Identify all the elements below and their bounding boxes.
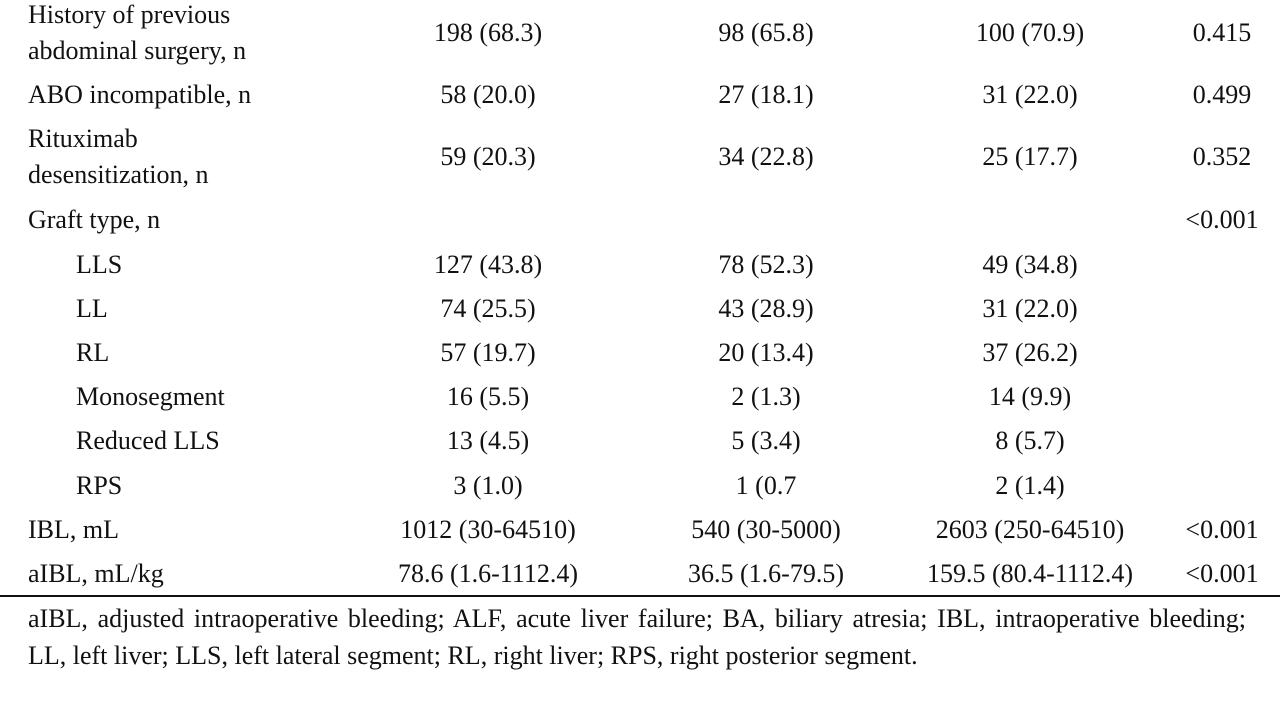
row-label-line: History of previous: [28, 0, 231, 29]
value-cell: 2 (1.4): [995, 471, 1065, 500]
value-cell: 34 (22.8): [718, 142, 814, 171]
table-bottom-rule: [0, 595, 1280, 597]
row-label: LLS: [76, 250, 123, 279]
value-cell: 2 (1.3): [731, 382, 801, 411]
row-label: IBL, mL: [28, 515, 119, 544]
value-cell: 13 (4.5): [446, 426, 530, 455]
value-cell: 57 (19.7): [440, 338, 536, 367]
row-label: Graft type, n: [28, 205, 161, 234]
row-label: Reduced LLS: [76, 426, 220, 455]
value-cell: 1 (0.7: [735, 471, 797, 500]
row-label: [28, 0, 246, 69]
table-footnote: aIBL, adjusted intraoperative bleeding; ALF, acute liver failure; BA, biliary atresia; IBL, intraoperative bleeding; LL, left liver; LLS, left lateral segment; RL, right liver; RPS, right posterior segment.: [28, 604, 1246, 670]
value-cell: 14 (9.9): [988, 382, 1072, 411]
value-cell: 1012 (30-64510): [400, 515, 576, 544]
value-cell: 198 (68.3): [433, 18, 543, 47]
p-value-cell: 0.352: [1192, 142, 1252, 171]
row-label-line: Rituximab: [28, 124, 138, 153]
value-cell: 16 (5.5): [446, 382, 530, 411]
value-cell: 540 (30-5000): [691, 515, 841, 544]
value-cell: 31 (22.0): [982, 80, 1078, 109]
value-cell: 8 (5.7): [995, 426, 1065, 455]
value-cell: 100 (70.9): [975, 18, 1085, 47]
value-cell: 43 (28.9): [718, 294, 814, 323]
row-label: ABO incompatible, n: [28, 80, 252, 109]
value-cell: 59 (20.3): [440, 142, 536, 171]
value-cell: 31 (22.0): [982, 294, 1078, 323]
row-label-line: desensitization, n: [28, 160, 209, 189]
value-cell: 36.5 (1.6-79.5): [688, 559, 844, 588]
value-cell: 2603 (250-64510): [935, 515, 1125, 544]
row-label: RPS: [76, 471, 123, 500]
row-label: LL: [76, 294, 108, 323]
value-cell: 127 (43.8): [433, 250, 543, 279]
row-label: RL: [76, 338, 110, 367]
value-cell: 159.5 (80.4-1112.4): [926, 559, 1134, 588]
value-cell: 37 (26.2): [982, 338, 1078, 367]
value-cell: 78.6 (1.6-1112.4): [397, 559, 579, 588]
row-label: Monosegment: [76, 382, 225, 411]
p-value-cell: <0.001: [1185, 515, 1259, 544]
value-cell: 98 (65.8): [718, 18, 814, 47]
value-cell: 27 (18.1): [718, 80, 814, 109]
value-cell: 74 (25.5): [440, 294, 536, 323]
row-label: aIBL, mL/kg: [28, 559, 164, 588]
value-cell: 3 (1.0): [453, 471, 523, 500]
value-cell: 5 (3.4): [731, 426, 801, 455]
value-cell: 49 (34.8): [982, 250, 1078, 279]
p-value-cell: <0.001: [1185, 205, 1259, 234]
value-cell: 78 (52.3): [718, 250, 814, 279]
value-cell: 58 (20.0): [440, 80, 536, 109]
row-label-line: abdominal surgery, n: [28, 36, 247, 65]
p-value-cell: 0.415: [1192, 18, 1252, 47]
value-cell: 25 (17.7): [982, 142, 1078, 171]
value-cell: 20 (13.4): [718, 338, 814, 367]
row-label: [28, 121, 209, 193]
p-value-cell: 0.499: [1192, 80, 1252, 109]
p-value-cell: <0.001: [1185, 559, 1259, 588]
